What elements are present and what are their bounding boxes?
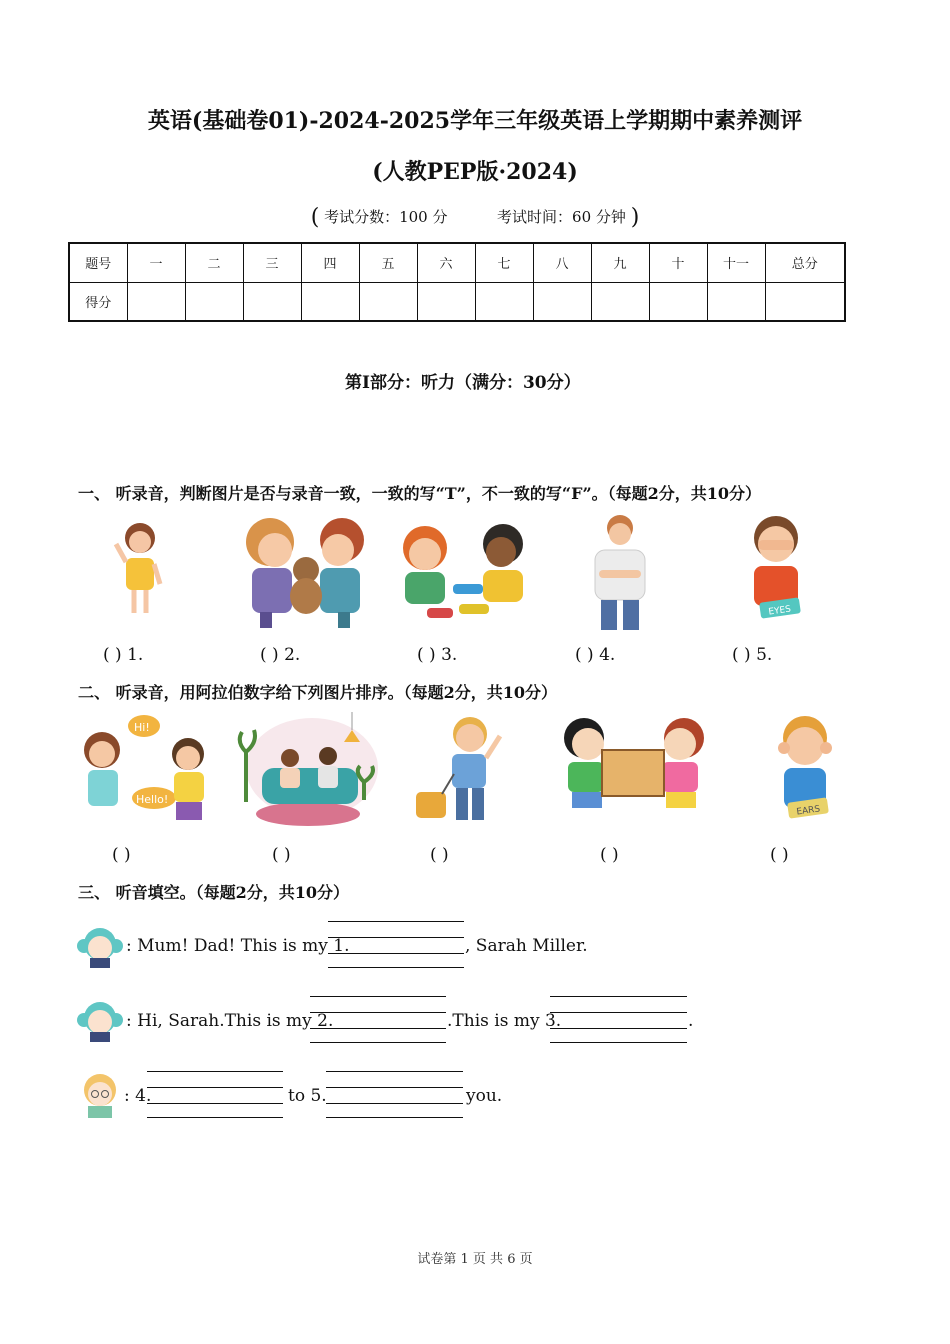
exam-info: ( 考试分数：100 分 考试时间：60 分钟 ): [310, 205, 640, 230]
q1-heading: 一、 听录音，判断图片是否与录音一致，一致的写“T”，不一致的写“F”。（每题2分，共10分）: [78, 484, 762, 503]
blank-3[interactable]: [550, 1028, 687, 1029]
score-cell[interactable]: [475, 282, 533, 321]
exam-time: 考试时间：60 分钟: [497, 208, 626, 226]
blank-guide: [147, 1071, 283, 1072]
score-col: 四: [301, 243, 359, 282]
blank-guide: [328, 967, 464, 968]
score-col: 七: [475, 243, 533, 282]
q2-answer-3[interactable]: ( ): [430, 845, 449, 865]
score-table-label: 题号: [69, 243, 127, 282]
sarah-avatar-icon: [76, 998, 124, 1042]
q2-heading: 二、 听录音，用阿拉伯数字给下列图片排序。（每题2分，共10分）: [78, 683, 557, 702]
q1-answer-4[interactable]: ( ) 4.: [575, 645, 616, 665]
q2-answer-5[interactable]: ( ): [770, 845, 789, 865]
blank-guide: [310, 996, 446, 997]
blank-5[interactable]: [326, 1103, 463, 1104]
girl-waving-picture: [110, 518, 170, 618]
score-cell[interactable]: [185, 282, 243, 321]
q3-line2-mid: .This is my 3.: [447, 1011, 562, 1031]
score-table-label: 得分: [69, 282, 127, 321]
score-col: 总分: [765, 243, 845, 282]
blank-guide: [550, 1012, 687, 1013]
blank-guide: [310, 1012, 446, 1013]
blank-4[interactable]: [147, 1103, 283, 1104]
boy-with-suitcase-picture: [412, 712, 512, 828]
q1-answer-3[interactable]: ( ) 3.: [417, 645, 458, 665]
blank-guide: [310, 1042, 446, 1043]
blank-guide: [326, 1087, 463, 1088]
score-cell[interactable]: [359, 282, 417, 321]
page-subtitle: (人教PEP版·2024): [372, 159, 578, 185]
kids-greeting-picture: [76, 712, 216, 828]
blank-guide: [147, 1117, 283, 1118]
score-col: 三: [243, 243, 301, 282]
blank-guide: [550, 1042, 687, 1043]
score-cell[interactable]: [243, 282, 301, 321]
ears-card-text: EARS: [795, 804, 821, 818]
q3-line1-pre: : Mum! Dad! This is my 1.: [126, 936, 350, 956]
sarah-avatar-icon: [76, 924, 124, 968]
q1-answer-1[interactable]: ( ) 1.: [103, 645, 144, 665]
blank-guide: [326, 1071, 463, 1072]
q3-heading: 三、 听音填空。（每题2分，共10分）: [78, 883, 349, 902]
q1-answer-5[interactable]: ( ) 5.: [732, 645, 773, 665]
blank-1[interactable]: [328, 953, 464, 954]
score-cell[interactable]: [591, 282, 649, 321]
eyes-card-text: EYES: [767, 604, 792, 618]
score-col: 十: [649, 243, 707, 282]
q3-line2-post: .: [688, 1011, 694, 1031]
q1-answer-2[interactable]: ( ) 2.: [260, 645, 301, 665]
score-col: 六: [417, 243, 475, 282]
score-cell[interactable]: [765, 282, 845, 321]
q3-line2-pre: : Hi, Sarah.This is my 2.: [126, 1011, 334, 1031]
score-col: 十一: [707, 243, 765, 282]
blank-2[interactable]: [310, 1028, 446, 1029]
kids-fighting-teddy-picture: [230, 512, 380, 630]
mum-avatar-icon: [76, 1072, 124, 1118]
hello-bubble-text: Hello!: [136, 793, 169, 806]
q3-line3-mid: to 5.: [288, 1086, 327, 1106]
score-col: 九: [591, 243, 649, 282]
q2-answer-4[interactable]: ( ): [600, 845, 619, 865]
boy-covering-eyes-picture: [740, 514, 812, 622]
page-title: 英语(基础卷01)-2024-2025学年三年级英语上学期期中素养测评: [147, 108, 803, 134]
score-col: 一: [127, 243, 185, 282]
exam-score: 考试分数：100 分: [324, 208, 448, 226]
blank-guide: [550, 996, 687, 997]
score-col: 八: [533, 243, 591, 282]
score-cell[interactable]: [417, 282, 475, 321]
blank-guide: [147, 1087, 283, 1088]
blank-guide: [326, 1117, 463, 1118]
q2-answer-2[interactable]: ( ): [272, 845, 291, 865]
blank-guide: [328, 937, 464, 938]
score-table-score-row: [69, 282, 845, 321]
score-table: [68, 242, 846, 322]
living-room-picture: [232, 712, 382, 828]
score-col: 五: [359, 243, 417, 282]
q2-answer-1[interactable]: ( ): [112, 845, 131, 865]
man-stomachache-picture: [585, 512, 655, 632]
score-cell[interactable]: [127, 282, 185, 321]
page-footer: 试卷第 1 页 共 6 页: [417, 1252, 533, 1267]
q3-line1-post: , Sarah Miller.: [465, 936, 588, 956]
q3-line3-post: you.: [466, 1086, 503, 1106]
score-cell[interactable]: [301, 282, 359, 321]
q3-line3-pre: : 4.: [124, 1086, 152, 1106]
hi-bubble-text: Hi!: [134, 721, 150, 734]
score-cell[interactable]: [707, 282, 765, 321]
score-table-header-row: [69, 243, 845, 282]
kids-carrying-box-picture: [550, 712, 715, 828]
score-col: 二: [185, 243, 243, 282]
score-cell[interactable]: [649, 282, 707, 321]
boy-touching-ears-picture: [770, 714, 840, 824]
blank-guide: [328, 921, 464, 922]
score-cell[interactable]: [533, 282, 591, 321]
part1-heading: 第I部分：听力（满分：30分）: [345, 373, 581, 393]
boys-playing-cars-picture: [393, 518, 543, 623]
